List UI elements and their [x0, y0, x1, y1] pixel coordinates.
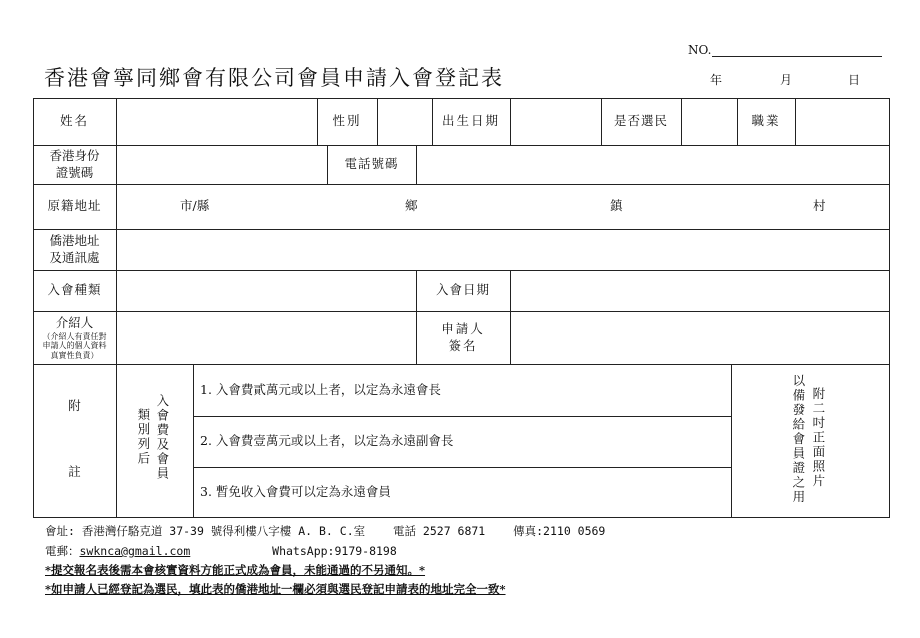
- dob-field[interactable]: [511, 98, 601, 145]
- introducer-label: [33, 311, 116, 364]
- phone-field[interactable]: [417, 145, 889, 184]
- table-border: [33, 517, 890, 518]
- footer-fax: 傳真:2110 0569: [513, 524, 606, 538]
- hkid-label: [33, 145, 116, 184]
- col-divider: [731, 364, 732, 518]
- notice-voter-address: [45, 581, 506, 597]
- phone-label: 電話號碼: [344, 156, 399, 172]
- whatsapp-number: WhatsApp:9179-8198: [272, 544, 397, 558]
- photo-note-col1: 附二吋正面照片: [810, 387, 826, 489]
- form-title: 香港會寧同鄉會有限公司會員申請入會登記表: [44, 66, 504, 90]
- membership-category-col1: 入會費及會員: [154, 394, 170, 481]
- name-label: 姓名: [59, 113, 89, 129]
- hkid-field[interactable]: [117, 145, 327, 184]
- village-label: 村: [813, 198, 826, 214]
- membership-item-2: 2. 入會費壹萬元或以上者，以定為永遠副會長: [200, 433, 454, 449]
- town-label: 鎮: [610, 198, 623, 214]
- membership-item-3: 3. 暫免收入會費可以定為永遠會員: [200, 483, 391, 499]
- gender-label: 性別: [332, 113, 362, 129]
- occupation-field[interactable]: [796, 98, 889, 145]
- voter-label: 是否選民: [613, 113, 668, 129]
- origin-address-field[interactable]: [117, 184, 889, 229]
- introducer-label-text: 介紹人: [55, 314, 94, 330]
- notice-voter-address-text: *如申請人已經登記為選民，填此表的僑港地址一欄必須與選民登記申請表的地址完全一致*: [45, 582, 506, 596]
- col-divider: [193, 364, 194, 518]
- footer-email-line: [45, 543, 397, 559]
- membership-type-field[interactable]: [117, 270, 416, 311]
- form-number-label: NO.: [688, 43, 712, 57]
- city-county-label: 市/縣: [180, 198, 210, 214]
- table-border: [889, 98, 890, 518]
- year-label: 年: [710, 73, 723, 87]
- introducer-note-line2: 申請人的個人資料: [42, 341, 107, 351]
- hkid-label-line1: 香港身份: [49, 147, 100, 163]
- hkid-label-line2: 證號碼: [55, 164, 94, 180]
- remarks-label-zhu: 註: [68, 463, 81, 479]
- notice-verification: [45, 562, 425, 578]
- introducer-note-line3: 真實性負責）: [50, 350, 99, 360]
- introducer-field[interactable]: [117, 311, 416, 364]
- footer-contact-line: [45, 523, 605, 539]
- hk-address-label: [33, 229, 116, 270]
- form-number-field[interactable]: [712, 56, 882, 57]
- hk-address-field[interactable]: [117, 229, 889, 270]
- footer-phone: 電話 2527 6871: [393, 524, 486, 538]
- membership-type-label: 入會種類: [47, 282, 102, 298]
- voter-field[interactable]: [682, 98, 737, 145]
- hk-address-label-line1: 僑港地址: [49, 232, 100, 248]
- dob-label: 出生日期: [441, 113, 500, 129]
- membership-category-col2: 類別列后: [135, 408, 151, 466]
- email-link[interactable]: swknca@gmail.com: [79, 544, 191, 558]
- day-label: 日: [848, 73, 861, 87]
- occupation-label: 職業: [751, 113, 781, 129]
- email-label: 電郵：: [45, 544, 80, 558]
- gender-field[interactable]: [378, 98, 432, 145]
- join-date-field[interactable]: [511, 270, 889, 311]
- applicant-signature-field[interactable]: [511, 311, 889, 364]
- applicant-signature-label: [416, 311, 510, 364]
- name-field[interactable]: [117, 98, 317, 145]
- photo-note-col2: 以備發給會員證之用: [790, 374, 806, 505]
- signature-label-line1: 申請人: [441, 320, 485, 336]
- township-label: 鄉: [405, 198, 418, 214]
- join-date-label: 入會日期: [435, 282, 490, 298]
- notice-verification-text: *提交報名表後需本會核實資料方能正式成為會員，未能通過的不另通知。*: [45, 563, 426, 577]
- origin-address-label: 原籍地址: [47, 198, 102, 214]
- remarks-label-fu: 附: [68, 397, 81, 413]
- hk-address-label-line2: 及通訊處: [49, 249, 100, 265]
- membership-item-1: 1. 入會費貳萬元或以上者，以定為永遠會長: [200, 381, 441, 397]
- application-form-table: [33, 98, 890, 518]
- footer-address: 會址: 香港灣仔駱克道 37-39 號得利樓八字樓 A. B. C.室: [45, 524, 366, 538]
- month-label: 月: [780, 73, 793, 87]
- introducer-note-line1: （介紹人有責任對: [42, 331, 107, 341]
- signature-label-line2: 簽名: [448, 337, 478, 353]
